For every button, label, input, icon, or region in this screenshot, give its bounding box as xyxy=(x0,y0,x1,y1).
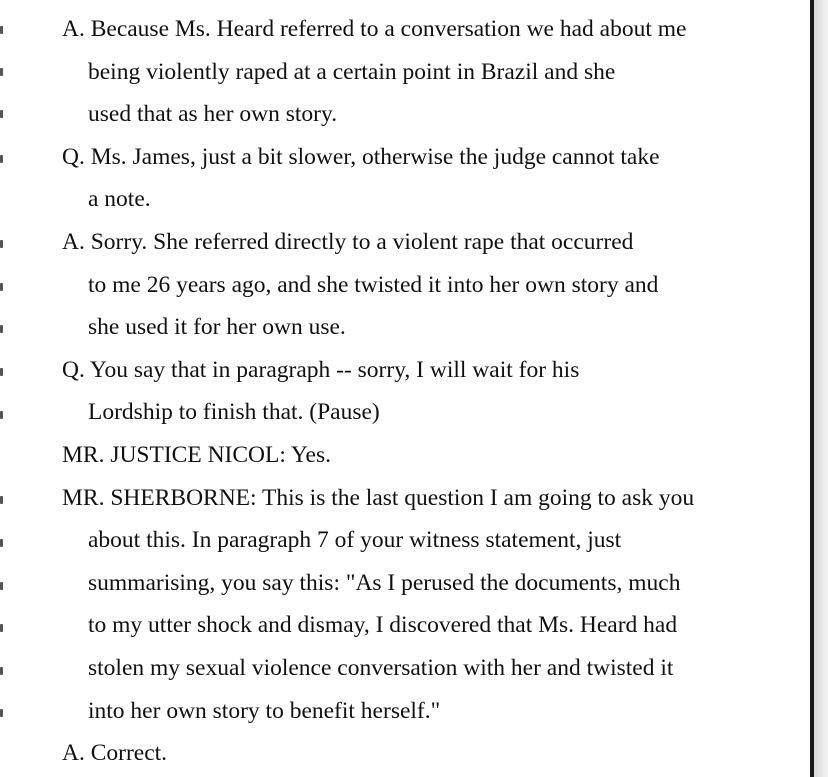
transcript-line: stolen my sexual violence conversation with her and twisted it xyxy=(88,654,674,681)
transcript-line: about this. In paragraph 7 of your witness statement, just xyxy=(88,527,622,554)
transcript-line: MR. SHERBORNE: This is the last question I am going to ask you xyxy=(62,484,695,511)
transcript-line: to me 26 years ago, and she twisted it into her own story and xyxy=(88,271,659,298)
transcript-body xyxy=(62,8,806,775)
margin-marker xyxy=(0,709,3,717)
transcript-line: Q. You say that in paragraph -- sorry, I will wait for his xyxy=(62,356,580,383)
transcript-line: she used it for her own use. xyxy=(88,314,346,341)
left-margin-line-markers xyxy=(0,0,6,777)
margin-marker xyxy=(0,110,3,118)
margin-marker xyxy=(0,240,3,248)
transcript-line: A. Correct. xyxy=(62,740,168,767)
margin-marker xyxy=(0,624,3,632)
margin-marker xyxy=(0,155,3,163)
transcript-line: A. Sorry. She referred directly to a violent rape that occurred xyxy=(62,228,634,255)
margin-marker xyxy=(0,325,3,333)
page-edge-shadow xyxy=(814,0,828,777)
margin-marker xyxy=(0,411,3,419)
transcript-line: A. Because Ms. Heard referred to a conversation we had about me xyxy=(62,16,687,42)
margin-marker xyxy=(0,68,3,76)
transcript-line: MR. JUSTICE NICOL: Yes. xyxy=(62,441,331,468)
transcript-line: being violently raped at a certain point in Brazil and she xyxy=(88,58,616,85)
margin-marker xyxy=(0,496,3,504)
margin-marker xyxy=(0,539,3,547)
margin-marker xyxy=(0,283,3,291)
transcript-line: a note. xyxy=(88,186,151,213)
transcript-line: Lordship to finish that. (Pause) xyxy=(88,399,380,426)
transcript-line: summarising, you say this: "As I perused the documents, much xyxy=(88,569,681,596)
transcript-line: Q. Ms. James, just a bit slower, otherwise the judge cannot take xyxy=(62,143,660,170)
transcript-line: to my utter shock and dismay, I discovered that Ms. Heard had xyxy=(88,612,678,639)
transcript-line: used that as her own story. xyxy=(88,101,338,128)
transcript-line: into her own story to benefit herself." xyxy=(88,697,441,724)
margin-marker xyxy=(0,582,3,590)
margin-marker xyxy=(0,26,3,34)
margin-marker xyxy=(0,368,3,376)
margin-marker xyxy=(0,667,3,675)
